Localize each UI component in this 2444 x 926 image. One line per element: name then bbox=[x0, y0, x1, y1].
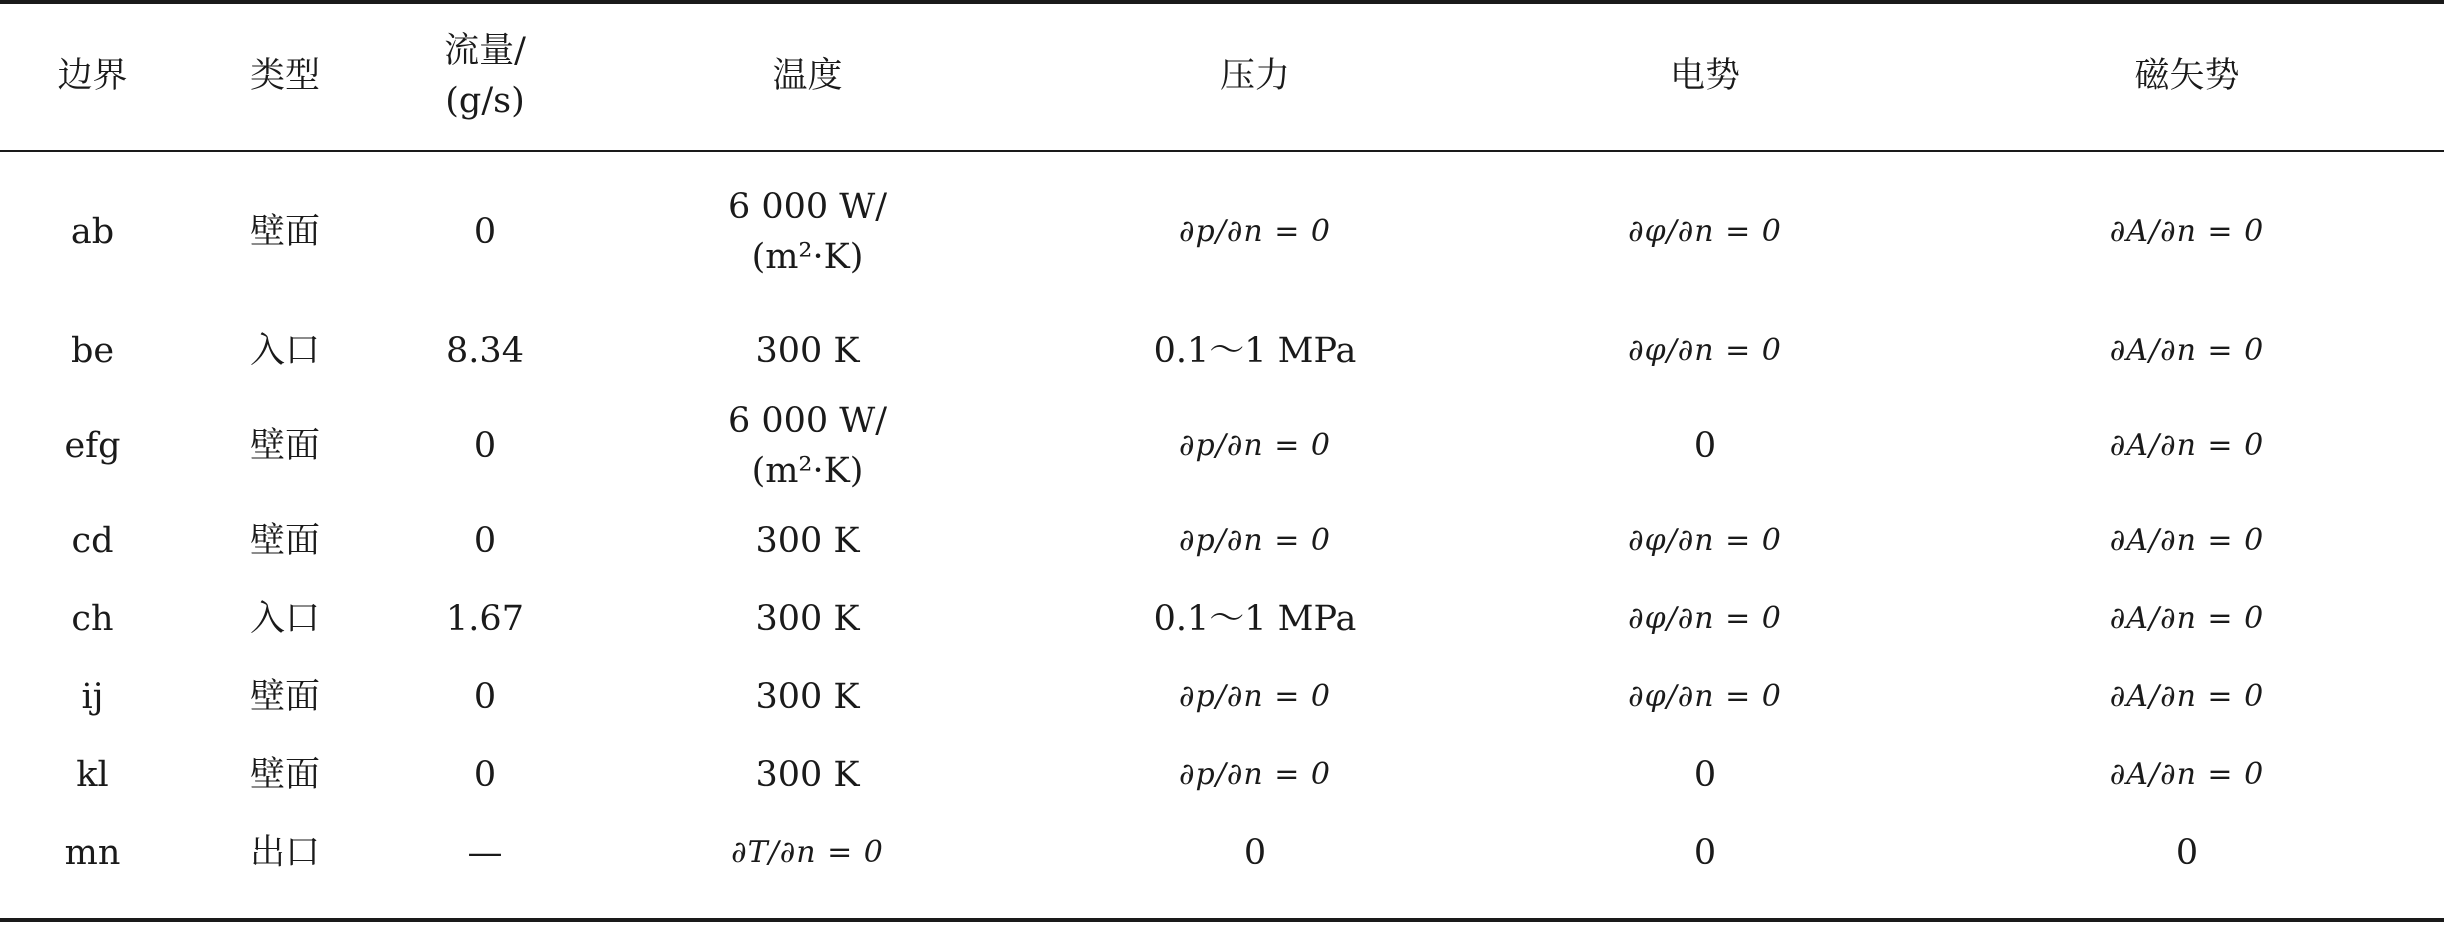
cell-potential: 0 bbox=[1693, 833, 1717, 873]
cell-boundary: mn bbox=[64, 833, 121, 873]
cell-flow: 0 bbox=[473, 677, 497, 717]
cell-boundary: ij bbox=[81, 677, 104, 717]
cell-temperature: 300 K bbox=[755, 521, 860, 561]
cell-pressure: ∂p/∂n = 0 bbox=[1179, 679, 1331, 714]
cell-temperature: ∂T/∂n = 0 bbox=[731, 835, 884, 870]
cell-boundary: efg bbox=[64, 426, 121, 466]
cell-potential: 0 bbox=[1693, 755, 1717, 795]
cell-temperature-line2: (m²·K) bbox=[751, 237, 864, 277]
cell-potential: ∂φ/∂n = 0 bbox=[1628, 214, 1782, 249]
header-temperature: 温度 bbox=[772, 56, 843, 96]
cell-flow: 8.34 bbox=[446, 331, 524, 371]
cell-type: 壁面 bbox=[249, 426, 320, 466]
cell-type: 壁面 bbox=[249, 521, 320, 561]
header-magnetic: 磁矢势 bbox=[2134, 56, 2240, 96]
cell-flow: 0 bbox=[473, 755, 497, 795]
cell-flow: 0 bbox=[473, 521, 497, 561]
cell-pressure: 0.1～1 MPa bbox=[1153, 331, 1357, 371]
cell-magnetic: ∂A/∂n = 0 bbox=[2109, 601, 2265, 636]
cell-magnetic: ∂A/∂n = 0 bbox=[2109, 428, 2265, 463]
table-row bbox=[0, 152, 2444, 312]
header-potential: 电势 bbox=[1669, 56, 1740, 96]
cell-type: 出口 bbox=[249, 833, 320, 873]
cell-flow: 0 bbox=[473, 426, 497, 466]
cell-temperature: 300 K bbox=[755, 331, 860, 371]
cell-type: 壁面 bbox=[249, 677, 320, 717]
cell-type: 入口 bbox=[249, 331, 320, 371]
cell-boundary: cd bbox=[71, 521, 114, 561]
cell-magnetic: ∂A/∂n = 0 bbox=[2109, 757, 2265, 792]
table-row bbox=[0, 736, 2444, 814]
cell-boundary: ab bbox=[70, 212, 115, 252]
table-header bbox=[0, 0, 2444, 152]
cell-flow: 1.67 bbox=[446, 599, 524, 639]
header-pressure: 压力 bbox=[1219, 56, 1290, 96]
cell-potential: ∂φ/∂n = 0 bbox=[1628, 333, 1782, 368]
cell-pressure: ∂p/∂n = 0 bbox=[1179, 214, 1331, 249]
table-row bbox=[0, 580, 2444, 658]
cell-temperature-line1: 6 000 W/ bbox=[727, 401, 888, 441]
cell-pressure: ∂p/∂n = 0 bbox=[1179, 428, 1331, 463]
cell-flow: 0 bbox=[473, 212, 497, 252]
cell-type: 入口 bbox=[249, 599, 320, 639]
cell-flow: — bbox=[467, 833, 503, 873]
cell-temperature: 300 K bbox=[755, 755, 860, 795]
table-row bbox=[0, 390, 2444, 502]
cell-magnetic: 0 bbox=[2175, 833, 2199, 873]
cell-boundary: ch bbox=[71, 599, 114, 639]
cell-boundary: be bbox=[70, 331, 115, 371]
cell-pressure: 0.1～1 MPa bbox=[1153, 599, 1357, 639]
header-type: 类型 bbox=[249, 56, 320, 96]
cell-temperature-line1: 6 000 W/ bbox=[727, 187, 888, 227]
cell-magnetic: ∂A/∂n = 0 bbox=[2109, 523, 2265, 558]
cell-type: 壁面 bbox=[249, 212, 320, 252]
cell-pressure: ∂p/∂n = 0 bbox=[1179, 523, 1331, 558]
bottom-rule bbox=[0, 918, 2444, 922]
table-body bbox=[0, 152, 2444, 892]
cell-temperature bbox=[585, 390, 1030, 502]
cell-potential: 0 bbox=[1693, 426, 1717, 466]
cell-boundary: kl bbox=[76, 755, 109, 795]
cell-potential: ∂φ/∂n = 0 bbox=[1628, 601, 1782, 636]
cell-temperature bbox=[585, 152, 1030, 312]
table-row bbox=[0, 502, 2444, 580]
cell-temperature: 300 K bbox=[755, 677, 860, 717]
header-flow bbox=[385, 0, 585, 152]
cell-potential: ∂φ/∂n = 0 bbox=[1628, 679, 1782, 714]
header-flow-unit: (g/s) bbox=[445, 81, 525, 121]
cell-magnetic: ∂A/∂n = 0 bbox=[2109, 679, 2265, 714]
table-row bbox=[0, 814, 2444, 892]
cell-temperature: 300 K bbox=[755, 599, 860, 639]
table-row bbox=[0, 658, 2444, 736]
cell-pressure: ∂p/∂n = 0 bbox=[1179, 757, 1331, 792]
cell-potential: ∂φ/∂n = 0 bbox=[1628, 523, 1782, 558]
cell-magnetic: ∂A/∂n = 0 bbox=[2109, 214, 2265, 249]
table-row bbox=[0, 312, 2444, 390]
cell-temperature-line2: (m²·K) bbox=[751, 451, 864, 491]
cell-type: 壁面 bbox=[249, 755, 320, 795]
header-boundary: 边界 bbox=[57, 56, 128, 96]
header-flow-line1: 流量/ bbox=[444, 31, 526, 71]
cell-pressure: 0 bbox=[1243, 833, 1267, 873]
cell-magnetic: ∂A/∂n = 0 bbox=[2109, 333, 2265, 368]
